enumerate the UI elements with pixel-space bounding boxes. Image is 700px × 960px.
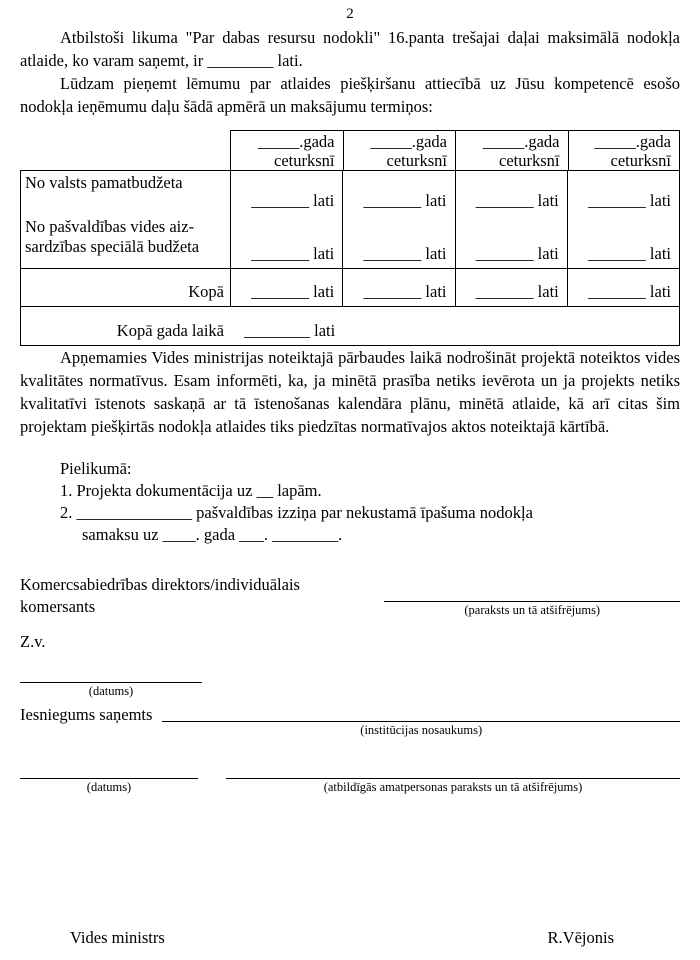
signature-line	[384, 585, 680, 602]
seal-label: Z.v.	[20, 632, 46, 651]
amount-blank: _______ lati	[567, 215, 679, 269]
date-caption: (datums)	[88, 684, 134, 698]
amount-blank: _______ lati	[567, 171, 679, 215]
intro-paragraph-1: Atbilstoši likuma "Par dabas resursu nodokli" 16.panta trešajai daļai maksimālā nodokļa atlaide, ko varam saņemt, ir ________ lati.	[20, 28, 680, 70]
amount-blank: _______ lati	[567, 269, 679, 307]
amount-blank: _______ lati	[230, 171, 342, 215]
minister-title: Vides ministrs	[70, 928, 165, 947]
attachment-item-2-line1: 2. ______________ pašvaldības izziņa par nekustamā īpašuma nodokļa	[60, 503, 533, 522]
table-header-row	[20, 130, 680, 170]
amount-blank: _______ lati	[455, 269, 567, 307]
year-blank: _____.gada	[257, 132, 335, 151]
official-signature-block	[226, 764, 680, 795]
quarter-header-cell	[568, 130, 681, 170]
date-caption-2: (datums)	[86, 780, 132, 794]
director-signature-block	[384, 585, 680, 618]
official-signature-line	[226, 764, 680, 779]
row-label-total: Kopā	[21, 269, 230, 307]
row-label-state-budget: No valsts pamatbudžeta	[25, 173, 183, 192]
intro-paragraph-2: Lūdzam pieņemt lēmumu par atlaides piešķiršanu attiecībā uz Jūsu kompetencē esošo nodokļa ieņēmumu daļu šādā apmērā un maksājumu termiņos:	[20, 74, 680, 116]
footer-row	[0, 928, 700, 948]
amount-blank: _______ lati	[230, 215, 342, 269]
quarter-label: ceturksnī	[386, 151, 447, 170]
commitment-paragraph: Apņemamies Vides ministrijas noteiktajā pārbaudes laikā nodrošināt projektā noteiktos vides kvalitātes normatīvus. Esam informēti, ka, ja minētā prasība netiks ievērota un ja projekts netiks kvalitatīvi īstenots saskaņā ar tā īstenošanas kalendāra plānu, minētā atlaide, kā arī citas šim projektam piešķirtās nodokļa atlaides tiks piedzītas normatīvajos aktos noteiktajā kārtībā.	[20, 348, 680, 436]
amount-blank: _______ lati	[342, 269, 454, 307]
official-signature-caption: (atbildīgās amatpersonas paraksts un tā atšifrējums)	[323, 780, 583, 794]
date-line-2	[20, 764, 198, 779]
year-blank: _____.gada	[594, 132, 671, 151]
director-signature-row	[20, 574, 680, 618]
quarter-header-cell	[343, 130, 456, 170]
attachment-item-1: 1. Projekta dokumentācija uz __ lapām.	[60, 481, 322, 500]
official-signature-row	[20, 764, 680, 795]
institution-caption: (institūcijas nosaukums)	[360, 723, 483, 737]
institution-block	[162, 703, 680, 738]
quarter-header-cell	[230, 130, 343, 170]
date-block	[20, 668, 202, 699]
attachment-item-2-line2: samaksu uz ____. gada ___. ________.	[82, 525, 343, 544]
amount-blank: _______ lati	[455, 215, 567, 269]
amount-blank: _______ lati	[455, 171, 567, 215]
row-label-municipal-budget	[21, 215, 230, 269]
date-line	[20, 668, 202, 683]
received-label: Iesniegums saņemts	[20, 705, 153, 724]
table-body	[20, 170, 680, 346]
institution-line	[162, 703, 680, 722]
table-corner-cell	[20, 130, 230, 170]
director-title	[20, 574, 384, 618]
quarter-label: ceturksnī	[274, 151, 335, 170]
attachments-title: Pielikumā:	[60, 459, 132, 478]
payment-schedule-table	[20, 130, 680, 346]
page-number: 2	[346, 6, 354, 22]
attachments-section	[20, 458, 680, 546]
quarter-label: ceturksnī	[499, 151, 560, 170]
quarter-label: ceturksnī	[610, 151, 671, 170]
row-label-line1: No pašvaldības vides aiz-	[25, 217, 195, 236]
minister-name: R.Vējonis	[547, 928, 614, 947]
received-row	[20, 703, 680, 738]
row-label-total-yearly: Kopā gada laikā	[116, 321, 224, 340]
year-blank: _____.gada	[482, 132, 560, 151]
amount-blank-yearly: ________ lati	[244, 321, 336, 340]
director-title-line2: komersants	[20, 597, 96, 616]
date-block-2	[20, 764, 198, 795]
row-label-line2: sardzības speciālā budžeta	[25, 237, 200, 256]
amount-blank: _______ lati	[342, 171, 454, 215]
quarter-header-cell	[455, 130, 568, 170]
amount-blank: _______ lati	[230, 269, 342, 307]
year-blank: _____.gada	[370, 132, 447, 151]
amount-blank: _______ lati	[342, 215, 454, 269]
director-title-line1: Komercsabiedrības direktors/individuālais	[20, 575, 300, 594]
signature-caption: (paraksts un tā atšifrējums)	[464, 603, 601, 617]
